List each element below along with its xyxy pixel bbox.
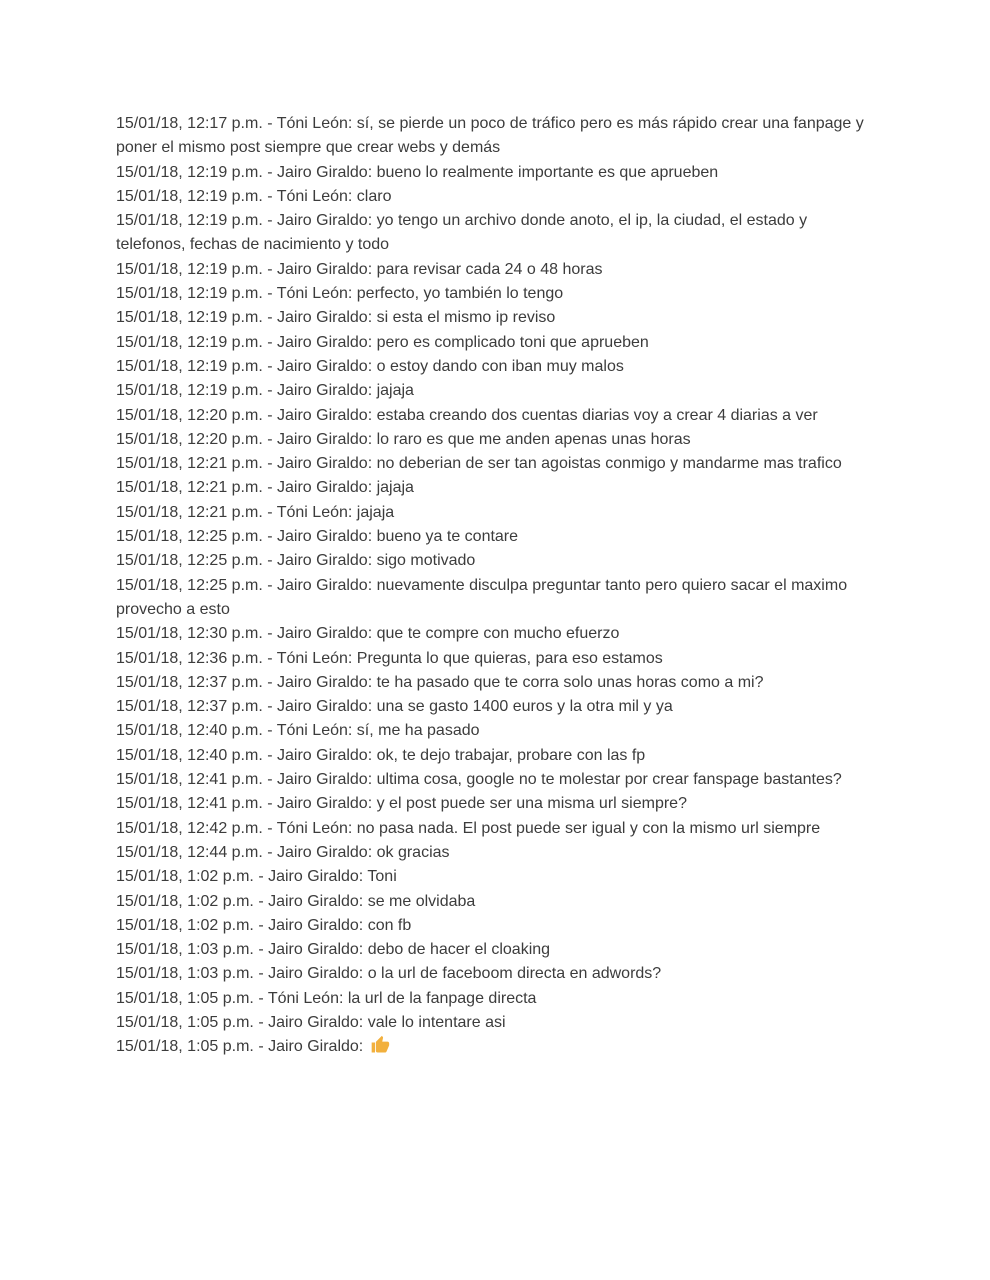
message-text: la url de la fanpage directa (347, 989, 537, 1007)
message-colon: : (358, 1038, 368, 1056)
chat-message (116, 890, 878, 914)
chat-message (116, 768, 878, 792)
message-colon: : (347, 503, 357, 521)
message-separator: - (253, 892, 269, 910)
message-timestamp: 15/01/18, 12:44 p.m. (116, 843, 263, 861)
message-separator: - (262, 479, 277, 497)
message-text: estaba creando dos cuentas diarias voy a crear 4 diarias a ver (376, 406, 818, 424)
chat-message (116, 306, 878, 330)
message-colon: : (367, 163, 377, 181)
chat-message (116, 987, 878, 1011)
message-separator: - (262, 503, 277, 521)
message-sender: Jairo Giraldo (268, 916, 359, 934)
message-text: jajaja (356, 503, 395, 521)
message-separator: - (262, 333, 277, 351)
message-sender: Jairo Giraldo (277, 406, 368, 424)
message-timestamp: 15/01/18, 1:05 p.m. (116, 1038, 254, 1056)
message-colon: : (358, 916, 368, 934)
message-text: jajaja (376, 382, 414, 400)
message-text: sigo motivado (376, 552, 476, 570)
message-text: ultima cosa, google no te molestar por crear fanspage bastantes? (376, 771, 842, 789)
message-timestamp: 15/01/18, 12:21 p.m. (116, 503, 263, 521)
message-separator: - (262, 187, 277, 205)
message-sender: Jairo Giraldo (268, 1013, 359, 1031)
message-separator: - (262, 819, 277, 837)
message-separator: - (262, 771, 277, 789)
chat-message (116, 404, 878, 428)
chat-message (116, 161, 878, 185)
message-colon: : (347, 115, 357, 132)
chat-message (116, 209, 878, 258)
message-colon: : (367, 406, 377, 424)
message-separator: - (262, 260, 277, 278)
message-sender: Tóni León (276, 503, 348, 521)
message-separator: - (262, 722, 277, 740)
chat-message (116, 647, 878, 671)
message-text: sí, se pierde un poco de tráfico pero es más rápido crear una fanpage y poner el mismo post siempre que crear webs y demás (116, 115, 864, 157)
message-separator: - (262, 285, 277, 303)
message-sender: Jairo Giraldo (277, 260, 368, 278)
message-separator: - (262, 406, 277, 424)
message-timestamp: 15/01/18, 12:19 p.m. (116, 309, 263, 327)
message-colon: : (367, 795, 377, 813)
message-separator: - (262, 528, 277, 546)
message-separator: - (262, 115, 277, 132)
chat-message (116, 525, 878, 549)
message-text: se me olvidaba (367, 892, 476, 910)
message-timestamp: 15/01/18, 12:37 p.m. (116, 698, 263, 716)
message-colon: : (338, 989, 348, 1007)
message-timestamp: 15/01/18, 12:19 p.m. (116, 187, 263, 205)
message-separator: - (262, 576, 277, 594)
message-text: bueno ya te contare (376, 528, 519, 546)
message-separator: - (262, 382, 277, 400)
message-timestamp: 15/01/18, 1:05 p.m. (116, 1013, 254, 1031)
message-timestamp: 15/01/18, 12:21 p.m. (116, 455, 263, 473)
message-sender: Jairo Giraldo (277, 163, 368, 181)
message-sender: Jairo Giraldo (277, 843, 368, 861)
chat-message (116, 501, 878, 525)
message-colon: : (367, 625, 377, 643)
chat-message (116, 792, 878, 816)
message-timestamp: 15/01/18, 12:40 p.m. (116, 746, 263, 764)
message-separator: - (262, 795, 277, 813)
message-text: sí, me ha pasado (356, 722, 480, 740)
message-colon: : (367, 746, 377, 764)
message-sender: Tóni León (276, 722, 348, 740)
message-separator: - (253, 868, 269, 886)
message-sender: Jairo Giraldo (277, 309, 368, 327)
message-timestamp: 15/01/18, 1:02 p.m. (116, 916, 254, 934)
message-timestamp: 15/01/18, 1:03 p.m. (116, 965, 254, 983)
message-text: perfecto, yo también lo tengo (356, 285, 564, 303)
message-text: con fb (367, 916, 412, 934)
message-text: nuevamente disculpa preguntar tanto pero quiero sacar el maximo provecho a esto (116, 576, 848, 618)
message-separator: - (262, 212, 277, 230)
message-sender: Jairo Giraldo (277, 357, 368, 375)
message-separator: - (253, 989, 268, 1007)
message-sender: Jairo Giraldo (268, 1038, 359, 1056)
message-sender: Jairo Giraldo (277, 746, 368, 764)
message-timestamp: 15/01/18, 12:25 p.m. (116, 528, 263, 546)
message-colon: : (347, 285, 357, 303)
message-colon: : (347, 819, 357, 837)
message-colon: : (347, 649, 357, 667)
message-timestamp: 15/01/18, 12:19 p.m. (116, 357, 263, 375)
message-timestamp: 15/01/18, 12:37 p.m. (116, 673, 263, 691)
message-sender: Jairo Giraldo (277, 698, 368, 716)
message-text: te ha pasado que te corra solo unas horas como a mi? (376, 673, 764, 691)
message-text: no deberian de ser tan agoistas conmigo y mandarme mas trafico (376, 455, 842, 473)
message-separator: - (262, 552, 277, 570)
chat-message (116, 476, 878, 500)
message-sender: Jairo Giraldo (277, 382, 368, 400)
message-colon: : (358, 868, 368, 886)
message-sender: Jairo Giraldo (277, 576, 368, 594)
message-text: y el post puede ser una misma url siempre? (376, 795, 687, 813)
message-timestamp: 15/01/18, 1:03 p.m. (116, 941, 254, 959)
message-text: vale lo intentare asi (367, 1013, 506, 1031)
message-text: pero es complicado toni que aprueben (376, 333, 649, 351)
message-text: una se gasto 1400 euros y la otra mil y ya (376, 698, 673, 716)
message-text: claro (356, 187, 392, 205)
message-sender: Jairo Giraldo (268, 941, 359, 959)
message-timestamp: 15/01/18, 12:19 p.m. (116, 285, 263, 303)
message-separator: - (262, 843, 277, 861)
message-colon: : (358, 892, 368, 910)
message-colon: : (367, 479, 377, 497)
message-colon: : (367, 552, 377, 570)
message-timestamp: 15/01/18, 12:30 p.m. (116, 625, 263, 643)
chat-message (116, 1011, 878, 1035)
message-separator: - (262, 625, 277, 643)
message-sender: Jairo Giraldo (277, 795, 368, 813)
message-sender: Jairo Giraldo (277, 455, 368, 473)
message-separator: - (262, 455, 277, 473)
message-sender: Jairo Giraldo (268, 965, 359, 983)
message-timestamp: 15/01/18, 12:42 p.m. (116, 819, 263, 837)
message-text: o estoy dando con iban muy malos (376, 357, 624, 375)
message-colon: : (367, 309, 377, 327)
message-separator: - (262, 163, 277, 181)
message-text: ok, te dejo trabajar, probare con las fp (376, 746, 646, 764)
chat-message (116, 865, 878, 889)
chat-message (116, 331, 878, 355)
message-timestamp: 15/01/18, 12:19 p.m. (116, 333, 263, 351)
message-timestamp: 15/01/18, 12:19 p.m. (116, 260, 263, 278)
chat-message (116, 258, 878, 282)
message-text: Pregunta lo que quieras, para eso estamos (356, 649, 663, 667)
message-separator: - (262, 309, 277, 327)
message-text: para revisar cada 24 o 48 horas (376, 260, 603, 278)
chat-message (116, 428, 878, 452)
message-timestamp: 15/01/18, 12:20 p.m. (116, 430, 263, 448)
message-text: si esta el mismo ip reviso (376, 309, 556, 327)
message-separator: - (262, 673, 277, 691)
message-separator: - (262, 357, 277, 375)
message-colon: : (367, 212, 377, 230)
message-separator: - (253, 965, 269, 983)
message-colon: : (367, 698, 377, 716)
message-timestamp: 15/01/18, 1:02 p.m. (116, 868, 254, 886)
message-sender: Tóni León (276, 187, 348, 205)
message-colon: : (367, 528, 377, 546)
chat-message (116, 719, 878, 743)
chat-message (116, 841, 878, 865)
message-sender: Jairo Giraldo (268, 868, 359, 886)
message-separator: - (262, 698, 277, 716)
message-separator: - (253, 1013, 269, 1031)
message-sender: Jairo Giraldo (277, 625, 368, 643)
chat-message (116, 671, 878, 695)
message-colon: : (367, 576, 377, 594)
chat-message (116, 962, 878, 986)
message-sender: Tóni León (267, 989, 339, 1007)
message-text: Toni (367, 868, 397, 886)
message-separator: - (253, 1038, 269, 1056)
message-timestamp: 15/01/18, 12:19 p.m. (116, 382, 263, 400)
message-timestamp: 15/01/18, 12:40 p.m. (116, 722, 263, 740)
message-colon: : (367, 333, 377, 351)
message-colon: : (358, 941, 368, 959)
message-text: no pasa nada. El post puede ser igual y con la mismo url siempre (356, 819, 821, 837)
chat-message (116, 282, 878, 306)
message-colon: : (367, 430, 377, 448)
message-timestamp: 15/01/18, 12:25 p.m. (116, 552, 263, 570)
message-sender: Jairo Giraldo (277, 430, 368, 448)
message-sender: Jairo Giraldo (277, 479, 368, 497)
chat-message (116, 914, 878, 938)
chat-message (116, 817, 878, 841)
message-sender: Jairo Giraldo (277, 333, 368, 351)
message-timestamp: 15/01/18, 12:19 p.m. (116, 163, 263, 181)
message-colon: : (367, 382, 377, 400)
message-sender: Tóni León (276, 649, 348, 667)
message-colon: : (347, 722, 357, 740)
message-text: jajaja (376, 479, 414, 497)
chat-message (116, 744, 878, 768)
message-text: lo raro es que me anden apenas unas horas (376, 430, 691, 448)
message-timestamp: 15/01/18, 12:25 p.m. (116, 576, 263, 594)
message-text: o la url de faceboom directa en adwords? (367, 965, 662, 983)
message-sender: Jairo Giraldo (277, 212, 368, 230)
chat-message (116, 452, 878, 476)
message-colon: : (367, 260, 377, 278)
message-separator: - (253, 941, 269, 959)
message-timestamp: 15/01/18, 12:19 p.m. (116, 212, 263, 230)
chat-message (116, 355, 878, 379)
message-colon: : (367, 771, 377, 789)
chat-message (116, 695, 878, 719)
chat-message (116, 938, 878, 962)
message-timestamp: 15/01/18, 12:36 p.m. (116, 649, 263, 667)
message-separator: - (253, 916, 269, 934)
message-colon: : (367, 673, 377, 691)
message-separator: - (262, 649, 277, 667)
message-sender: Jairo Giraldo (268, 892, 359, 910)
chat-message (116, 622, 878, 646)
message-colon: : (358, 965, 368, 983)
message-sender: Tóni León (276, 115, 348, 132)
message-colon: : (367, 843, 377, 861)
message-colon: : (347, 187, 357, 205)
message-text: que te compre con mucho efuerzo (376, 625, 620, 643)
message-sender: Tóni León (276, 819, 348, 837)
chat-message (116, 574, 878, 623)
message-timestamp: 15/01/18, 12:17 p.m. (116, 115, 263, 132)
message-sender: Jairo Giraldo (277, 528, 368, 546)
message-timestamp: 15/01/18, 1:02 p.m. (116, 892, 254, 910)
message-timestamp: 15/01/18, 12:41 p.m. (116, 771, 263, 789)
chat-message (116, 549, 878, 573)
message-colon: : (358, 1013, 368, 1031)
message-timestamp: 15/01/18, 12:21 p.m. (116, 479, 263, 497)
message-text: bueno lo realmente importante es que aprueben (376, 163, 719, 181)
chat-message (116, 1035, 878, 1059)
message-timestamp: 15/01/18, 1:05 p.m. (116, 989, 254, 1007)
message-text: yo tengo un archivo donde anoto, el ip, la ciudad, el estado y telefonos, fechas de nacimiento y todo (116, 212, 808, 254)
message-colon: : (367, 455, 377, 473)
chat-message (116, 379, 878, 403)
message-sender: Tóni León (276, 285, 348, 303)
message-text: ok gracias (376, 843, 450, 861)
message-colon: : (367, 357, 377, 375)
message-timestamp: 15/01/18, 12:41 p.m. (116, 795, 263, 813)
chat-log (116, 112, 878, 1060)
chat-message (116, 112, 878, 161)
thumbs-up-icon (370, 1035, 390, 1055)
message-sender: Jairo Giraldo (277, 673, 368, 691)
message-separator: - (262, 430, 277, 448)
chat-message (116, 185, 878, 209)
message-sender: Jairo Giraldo (277, 771, 368, 789)
message-sender: Jairo Giraldo (277, 552, 368, 570)
message-timestamp: 15/01/18, 12:20 p.m. (116, 406, 263, 424)
message-text: debo de hacer el cloaking (367, 941, 551, 959)
message-separator: - (262, 746, 277, 764)
